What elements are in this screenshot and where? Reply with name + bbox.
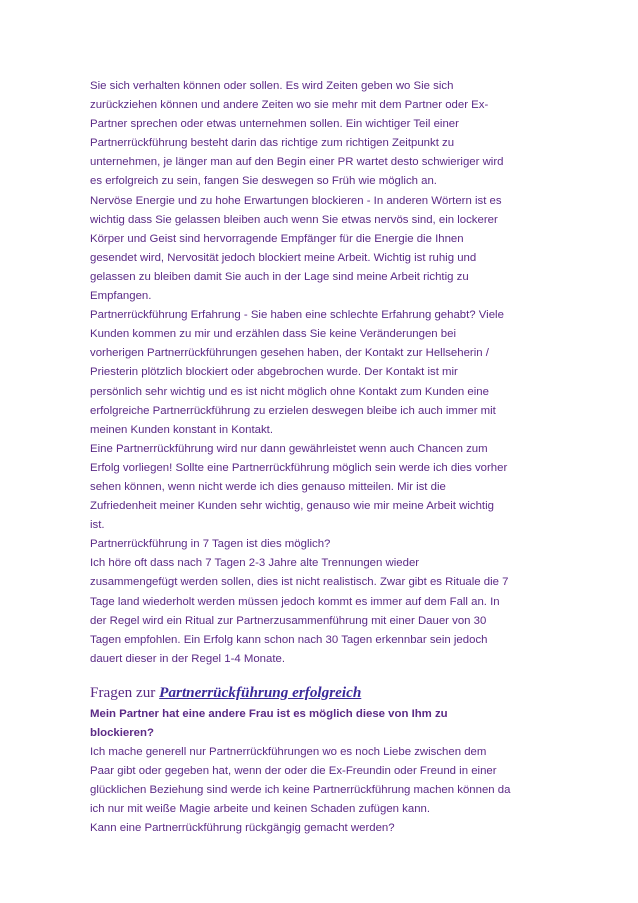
text-line: ich nur mit weiße Magie arbeite und keinen Schaden zufügen kann.	[90, 803, 431, 816]
text-line: zurückziehen können und andere Zeiten wo sie mehr mit dem Partner oder Ex-	[90, 99, 489, 112]
text-line: Zufriedenheit meiner Kunden sehr wichtig, genauso wie mir meine Arbeit wichtig	[90, 500, 494, 513]
answer-text	[90, 743, 552, 838]
text-line: Partnerrückführung besteht darin das richtige zum richtigen Zeitpunkt zu	[90, 137, 455, 150]
text-line: Paar gibt oder gegeben hat, wenn der oder die Ex-Freundin oder Freund in einer	[90, 765, 497, 778]
text-line: zusammengefügt werden sollen, dies ist nicht realistisch. Zwar gibt es Rituale die 7	[90, 576, 509, 589]
document-page	[90, 77, 552, 839]
text-line: Ich mache generell nur Partnerrückführungen wo es noch Liebe zwischen dem	[90, 746, 487, 759]
text-line: glücklichen Beziehung sind werde ich keine Partnerrückführung machen können da	[90, 784, 511, 797]
text-line: Partnerrückführung in 7 Tagen ist dies möglich?	[90, 538, 331, 551]
text-line: es erfolgreich zu sein, fangen Sie deswegen so Früh wie möglich an.	[90, 175, 437, 188]
text-line: Körper und Geist sind hervorragende Empfänger für die Energie die Ihnen	[90, 232, 464, 245]
text-line: Priesterin plötzlich blockiert oder abgebrochen wurde. Der Kontakt ist mir	[90, 366, 458, 379]
text-line: blockieren?	[90, 727, 154, 739]
section-heading	[90, 681, 552, 705]
text-line: erfolgreiche Partnerrückführung zu erzielen deswegen bleibe ich auch immer mit	[90, 404, 496, 417]
text-line: ist.	[90, 519, 105, 532]
text-line: dauert dieser in der Regel 1-4 Monate.	[90, 652, 286, 665]
text-line: unternehmen, je länger man auf den Begin einer PR wartet desto schwieriger wird	[90, 156, 504, 169]
text-line: Mein Partner hat eine andere Frau ist es möglich diese von Ihm zu	[90, 707, 448, 720]
text-line: Tage land wiederholt werden müssen jedoch kommt es immer auf dem Fall an. In	[90, 595, 500, 608]
text-line: gesendet wird, Nervosität jedoch blockiert meine Arbeit. Wichtig ist ruhig und	[90, 251, 477, 264]
question-text	[90, 705, 552, 743]
text-line: Empfangen.	[90, 290, 152, 303]
body-text	[90, 77, 552, 669]
section-heading-link[interactable]: Partnerrückführung erfolgreich	[159, 683, 362, 701]
text-line: gelassen zu bleiben damit Sie auch in der Lage sind meine Arbeit richtig zu	[90, 270, 469, 283]
text-line: meinen Kunden konstant in Kontakt.	[90, 423, 274, 436]
text-line: Partnerrückführung Erfahrung - Sie haben eine schlechte Erfahrung gehabt? Viele	[90, 309, 504, 322]
text-line: Kunden kommen zu mir und erzählen dass Sie keine Veränderungen bei	[90, 328, 456, 341]
text-line: Kann eine Partnerrückführung rückgängig gemacht werden?	[90, 822, 395, 835]
text-line: Ich höre oft dass nach 7 Tagen 2-3 Jahre alte Trennungen wieder	[90, 557, 420, 570]
text-line: Sie sich verhalten können oder sollen. Es wird Zeiten geben wo Sie sich	[90, 80, 454, 92]
text-line: persönlich sehr wichtig und es ist nicht möglich ohne Kontakt zum Kunden eine	[90, 385, 489, 398]
text-line: Tagen empfohlen. Ein Erfolg kann schon nach 30 Tagen erkennbar sein jedoch	[90, 633, 488, 646]
text-line: sehen können, wenn nicht werde ich dies genauso mitteilen. Mir ist die	[90, 480, 446, 493]
text-line: Nervöse Energie und zu hohe Erwartungen blockieren - In anderen Wörtern ist es	[90, 194, 502, 207]
section-heading-prefix: Fragen zur	[90, 683, 160, 701]
text-line: wichtig dass Sie gelassen bleiben auch wenn Sie etwas nervös sind, ein lockerer	[90, 213, 498, 226]
text-line: Partner sprechen oder etwas unternehmen sollen. Ein wichtiger Teil einer	[90, 118, 459, 131]
text-line: vorherigen Partnerrückführungen gesehen haben, der Kontakt zur Hellseherin /	[90, 347, 489, 360]
text-line: Erfolg vorliegen! Sollte eine Partnerrückführung möglich sein werde ich dies vorher	[90, 461, 508, 474]
text-line: Eine Partnerrückführung wird nur dann gewährleistet wenn auch Chancen zum	[90, 442, 488, 455]
text-line: der Regel wird ein Ritual zur Partnerzusammenführung mit einer Dauer von 30	[90, 614, 487, 627]
